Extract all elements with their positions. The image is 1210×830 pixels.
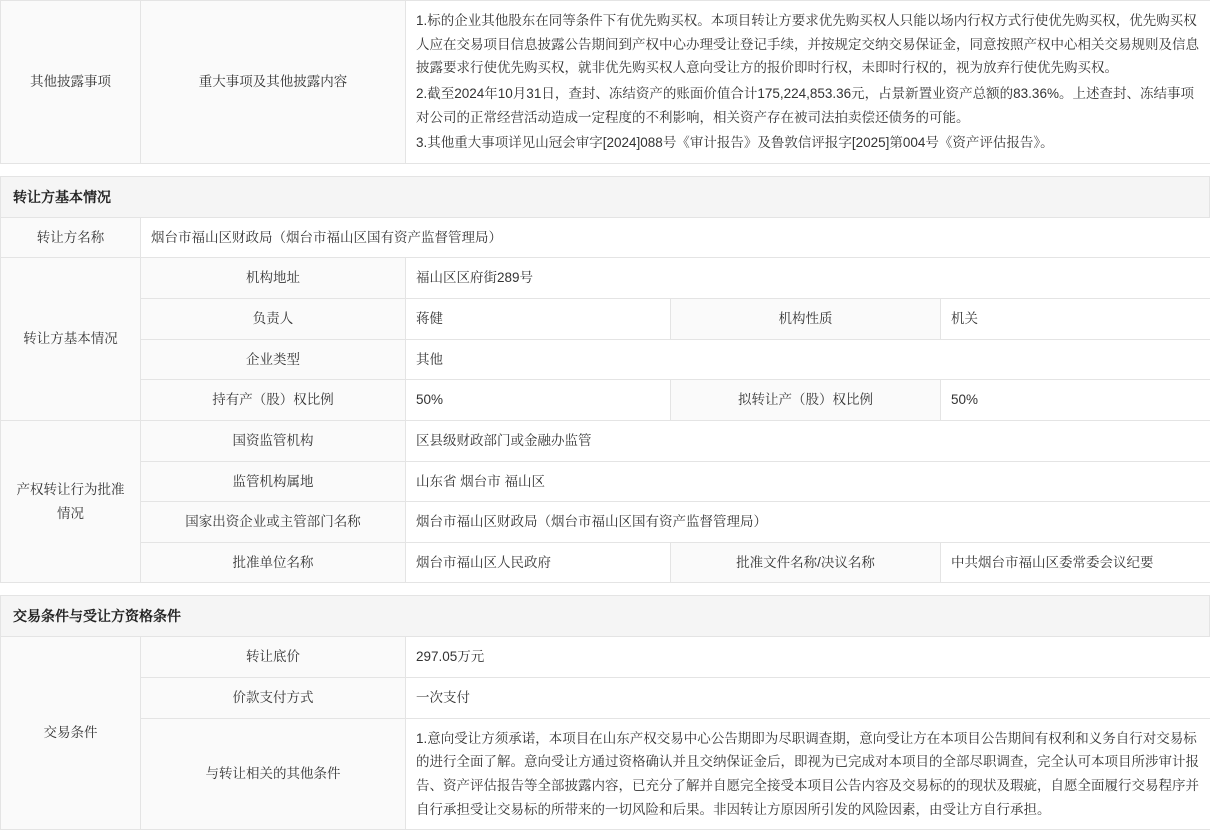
- row-label: 监管机构属地: [141, 461, 406, 502]
- disclosure-paragraph-2: 2.截至2024年10月31日，查封、冻结资产的账面价值合计175,224,853.36元，占景新置业资产总额的83.36%。上述查封、冻结事项对公司的正常经营活动造成一定程度的不利影响，相关资产存在被司法拍卖偿还债务的可能。: [416, 82, 1200, 129]
- row-label: 负责人: [141, 299, 406, 340]
- row-label: 企业类型: [141, 339, 406, 380]
- section-gap: [0, 583, 1210, 595]
- row-label: 持有产（股）权比例: [141, 380, 406, 421]
- table-row: [1, 637, 1210, 678]
- disclosure-table: [0, 0, 1210, 164]
- trade-conditions-label: 交易条件: [1, 637, 141, 830]
- section-title-transferor: 转让方基本情况: [0, 176, 1210, 217]
- other-conditions-value: 1.意向受让方须承诺，本项目在山东产权交易中心公告期即为尽职调查期，意向受让方在本项目公告期间有权利和义务自行对交易标的进行全面了解。意向受让方通过资格确认并且交纳保证金后，即视为已完成对本项目的全部尽职调查，完全认可本项目所涉审计报告、资产评估报告等全部披露内容，已充分了解并自愿完全接受本项目公告内容及交易标的的现状及瑕疵，自愿全面履行交易程序并自行承担受让交易标的所带来的一切风险和后果。非因转让方原因所引发的风险因素，由受让方自行承担。: [406, 718, 1210, 830]
- table-row: [1, 1, 1210, 164]
- table-row: [1, 542, 1210, 583]
- approval-label: 产权转让行为批准情况: [1, 420, 141, 583]
- other-conditions-label: 与转让相关的其他条件: [141, 718, 406, 830]
- row-value: 297.05万元: [406, 637, 1210, 678]
- disclosure-row-label: 其他披露事项: [1, 1, 141, 164]
- row-value: 福山区区府街289号: [406, 258, 1210, 299]
- row-label: 批准单位名称: [141, 542, 406, 583]
- trade-table: [0, 636, 1210, 830]
- transferor-name-value: 烟台市福山区财政局（烟台市福山区国有资产监督管理局）: [141, 217, 1210, 258]
- transferor-basic-label: 转让方基本情况: [1, 258, 141, 421]
- disclosure-content: [406, 1, 1210, 164]
- row-label-2: 拟转让产（股）权比例: [671, 380, 941, 421]
- section-title-trade: 交易条件与受让方资格条件: [0, 595, 1210, 636]
- row-value-2: 50%: [941, 380, 1210, 421]
- table-row: [1, 217, 1210, 258]
- section-gap: [0, 164, 1210, 176]
- row-label: 国资监管机构: [141, 420, 406, 461]
- row-label-2: 机构性质: [671, 299, 941, 340]
- row-label: 机构地址: [141, 258, 406, 299]
- row-label: 国家出资企业或主管部门名称: [141, 502, 406, 543]
- disclosure-paragraph-3: 3.其他重大事项详见山冠会审字[2024]088号《审计报告》及鲁敦信评报字[2025]第004号《资产评估报告》。: [416, 131, 1200, 155]
- row-value: 区县级财政部门或金融办监管: [406, 420, 1210, 461]
- table-row: [1, 420, 1210, 461]
- row-label: 转让底价: [141, 637, 406, 678]
- row-label-2: 批准文件名称/决议名称: [671, 542, 941, 583]
- disclosure-paragraph-1: 1.标的企业其他股东在同等条件下有优先购买权。本项目转让方要求优先购买权人只能以场内行权方式行使优先购买权，优先购买权人应在交易项目信息披露公告期间到产权中心办理受让登记手续，并按规定交纳交易保证金，同意按照产权中心相关交易规则及信息披露要求行使优先购买权，就非优先购买权人意向受让方的报价即时行权，未即时行权的，视为放弃行使优先购买权。: [416, 9, 1200, 80]
- table-row: [1, 339, 1210, 380]
- row-value: 一次支付: [406, 678, 1210, 719]
- table-row: [1, 380, 1210, 421]
- row-label: 价款支付方式: [141, 678, 406, 719]
- row-value: 山东省 烟台市 福山区: [406, 461, 1210, 502]
- row-value: 烟台市福山区人民政府: [406, 542, 671, 583]
- table-row: [1, 678, 1210, 719]
- table-row: [1, 718, 1210, 830]
- transferor-table: [0, 217, 1210, 584]
- table-row: [1, 299, 1210, 340]
- table-row: [1, 461, 1210, 502]
- row-value: 50%: [406, 380, 671, 421]
- transferor-name-label: 转让方名称: [1, 217, 141, 258]
- row-value: 烟台市福山区财政局（烟台市福山区国有资产监督管理局）: [406, 502, 1210, 543]
- row-value-2: 中共烟台市福山区委常委会议纪要: [941, 542, 1210, 583]
- table-row: [1, 258, 1210, 299]
- table-row: [1, 502, 1210, 543]
- row-value: 其他: [406, 339, 1210, 380]
- disclosure-sub-label: 重大事项及其他披露内容: [141, 1, 406, 164]
- row-value: 蒋健: [406, 299, 671, 340]
- row-value-2: 机关: [941, 299, 1210, 340]
